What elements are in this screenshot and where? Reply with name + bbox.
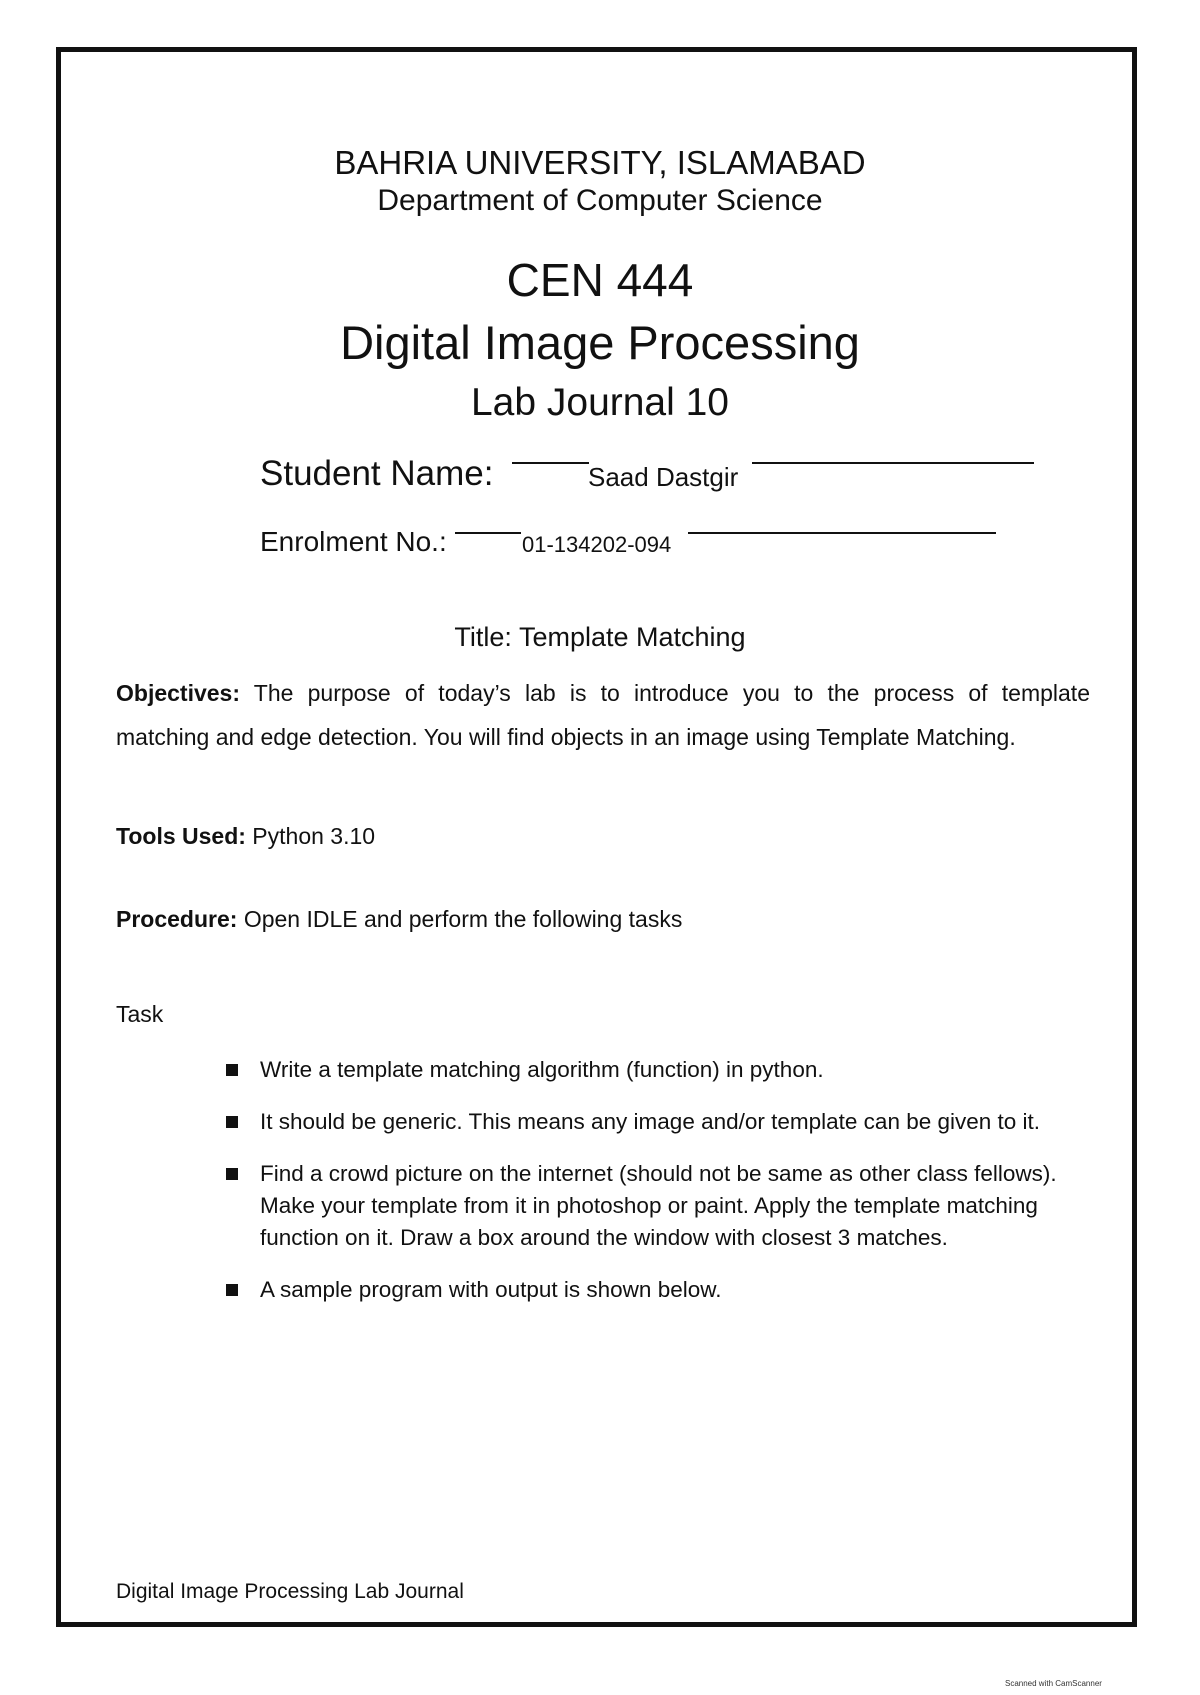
task-item <box>226 1158 1096 1254</box>
objectives-line-1 <box>116 671 1090 715</box>
task-item <box>226 1274 1096 1306</box>
journal-number: Lab Journal 10 <box>470 381 730 424</box>
page-footer: Digital Image Processing Lab Journal <box>116 1580 464 1603</box>
tools-text: Python 3.10 <box>245 823 376 849</box>
task-item <box>226 1054 1096 1086</box>
course-name: Digital Image Processing <box>340 316 860 369</box>
tools-used <box>116 814 1090 858</box>
enrolment-value: 01-134202-094 <box>522 532 672 557</box>
department-name: Department of Computer Science <box>377 184 823 217</box>
task-list <box>226 1054 1096 1326</box>
task-heading: Task <box>116 1001 164 1027</box>
course-code: CEN 444 <box>506 254 694 306</box>
student-name-underline-right <box>752 462 1034 464</box>
student-name-label: Student Name: <box>260 454 494 493</box>
scanner-watermark: Scanned with CamScanner <box>1005 1679 1102 1688</box>
bullet-square-icon <box>226 1064 238 1076</box>
task-item <box>226 1106 1096 1138</box>
bullet-square-icon <box>226 1168 238 1180</box>
task-text: A sample program with output is shown below. <box>260 1277 722 1302</box>
lab-title: Title: Template Matching <box>454 622 746 652</box>
university-name: BAHRIA UNIVERSITY, ISLAMABAD <box>334 144 866 181</box>
student-name-underline-left <box>512 462 589 464</box>
objectives-text-1: The purpose of today’s lab is to introduce you to the process of template <box>240 680 1090 706</box>
task-text: It should be generic. This means any image and/or template can be given to it. <box>260 1109 1041 1134</box>
task-text: Find a crowd picture on the internet (should not be same as other class fellows). Make your template from it in photoshop or paint. Apply the template matching function on it. Draw a box around the window with closest 3 matches. <box>260 1161 1057 1250</box>
bullet-square-icon <box>226 1284 238 1296</box>
enrolment-field <box>260 526 447 558</box>
procedure <box>116 897 1090 941</box>
enrolment-underline-right <box>688 532 996 534</box>
procedure-text: Open IDLE and perform the following tasks <box>237 906 683 932</box>
student-name-value: Saad Dastgir <box>588 462 739 492</box>
task-text: Write a template matching algorithm (function) in python. <box>260 1057 824 1082</box>
enrolment-underline-left <box>455 532 521 534</box>
objectives-label: Objectives: <box>116 680 240 706</box>
procedure-label: Procedure: <box>116 906 238 932</box>
student-name-field <box>260 454 493 494</box>
bullet-square-icon <box>226 1116 238 1128</box>
objectives-line-2: matching and edge detection. You will find objects in an image using Template Matching. <box>116 724 1016 750</box>
tools-label: Tools Used: <box>116 823 246 849</box>
enrolment-label: Enrolment No.: <box>260 526 447 557</box>
